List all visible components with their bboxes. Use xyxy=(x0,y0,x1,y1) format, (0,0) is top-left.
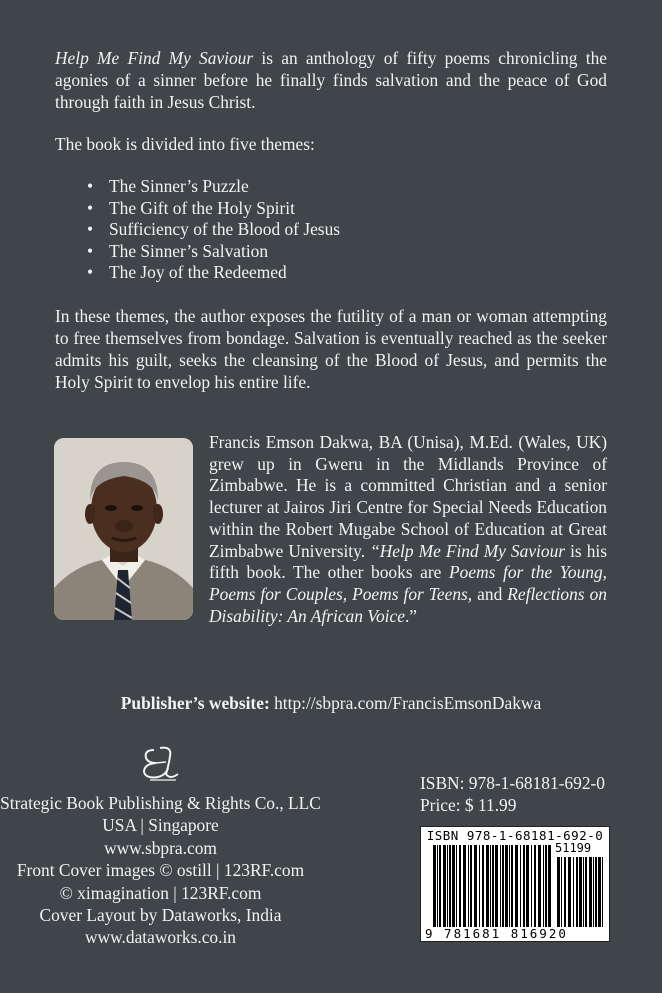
bio-book-title: Help Me Find My Saviour xyxy=(379,540,566,561)
publisher-logo-icon xyxy=(136,744,184,782)
bio-other-books: Poems for the Young, Poems for Couples, Poems for Teens xyxy=(209,562,607,604)
list-item: • The Sinner’s Puzzle xyxy=(87,176,340,198)
bio-text: Francis Emson Dakwa, BA (Unisa), M.Ed. (Wales, UK) grew up in Gweru in the Midlands Province of Zimbabwe. He is a committed Christian and a senior lecturer at Jairos Jiri Centre for Special Needs Education within the Robert Mugabe School of Education at Great Zimbabwe University. xyxy=(209,432,607,561)
imprint-website: www.sbpra.com xyxy=(104,837,217,858)
imprint-publisher: Strategic Book Publishing & Rights Co., LLC xyxy=(0,793,321,813)
barcode-isbn: ISBN 978-1-68181-692-0 xyxy=(426,828,604,843)
theme-list xyxy=(87,176,340,284)
bio-text: .” xyxy=(404,605,418,626)
imprint-credit-website: www.dataworks.co.in xyxy=(84,927,236,948)
barcode xyxy=(420,826,610,942)
publisher-url[interactable]: http://sbpra.com/FrancisEmsonDakwa xyxy=(269,693,542,713)
isbn-block xyxy=(420,772,605,816)
intro-title: Help Me Find My Saviour xyxy=(55,48,254,68)
bio-quote-open: “ xyxy=(370,540,380,561)
price-line: Price: $ 11.99 xyxy=(420,795,517,815)
imprint-location: USA | Singapore xyxy=(102,815,219,836)
isbn-line: ISBN: 978-1-68181-692-0 xyxy=(420,773,606,793)
bio-text: is his fifth book. The other books are xyxy=(209,540,608,583)
list-item: • Sufficiency of the Blood of Jesus xyxy=(87,219,340,241)
bio-text: , and xyxy=(467,583,508,604)
themes-paragraph: In these themes, the author exposes the futility of a man or woman attempting to free themselves from bondage. Salvation is eventually reached as the seeker admits his guilt, seeks the cleansing of the Blood of Jesus, and permits the Holy Spirit to envelop his entire life. xyxy=(55,306,607,392)
author-photo xyxy=(54,438,193,620)
publisher-website xyxy=(0,693,662,714)
themes-lead: The book is divided into five themes: xyxy=(55,134,315,154)
publisher-label: Publisher’s website: xyxy=(120,693,270,713)
intro-text: is an anthology of fifty poems chronicling the agonies of a sinner before he finally finds salvation and the peace of God through faith in Jesus Christ. xyxy=(55,48,607,112)
imprint-credit: © ximagination | 123RF.com xyxy=(59,882,262,903)
author-bio xyxy=(209,432,607,627)
bio-other-book: Reflections on Disability: An African Voice xyxy=(209,583,607,626)
barcode-digits: 9 781681 816920 xyxy=(425,926,568,941)
imprint-block xyxy=(0,792,321,949)
barcode-price-code: 51199 xyxy=(555,841,592,855)
intro-paragraph xyxy=(55,47,607,113)
imprint-credit: Front Cover images © ostill | 123RF.com xyxy=(16,860,305,881)
list-item: • The Sinner’s Salvation xyxy=(87,241,340,263)
imprint-credit: Cover Layout by Dataworks, India xyxy=(39,905,282,926)
list-item: • The Gift of the Holy Spirit xyxy=(87,198,340,220)
list-item: • The Joy of the Redeemed xyxy=(87,262,340,284)
